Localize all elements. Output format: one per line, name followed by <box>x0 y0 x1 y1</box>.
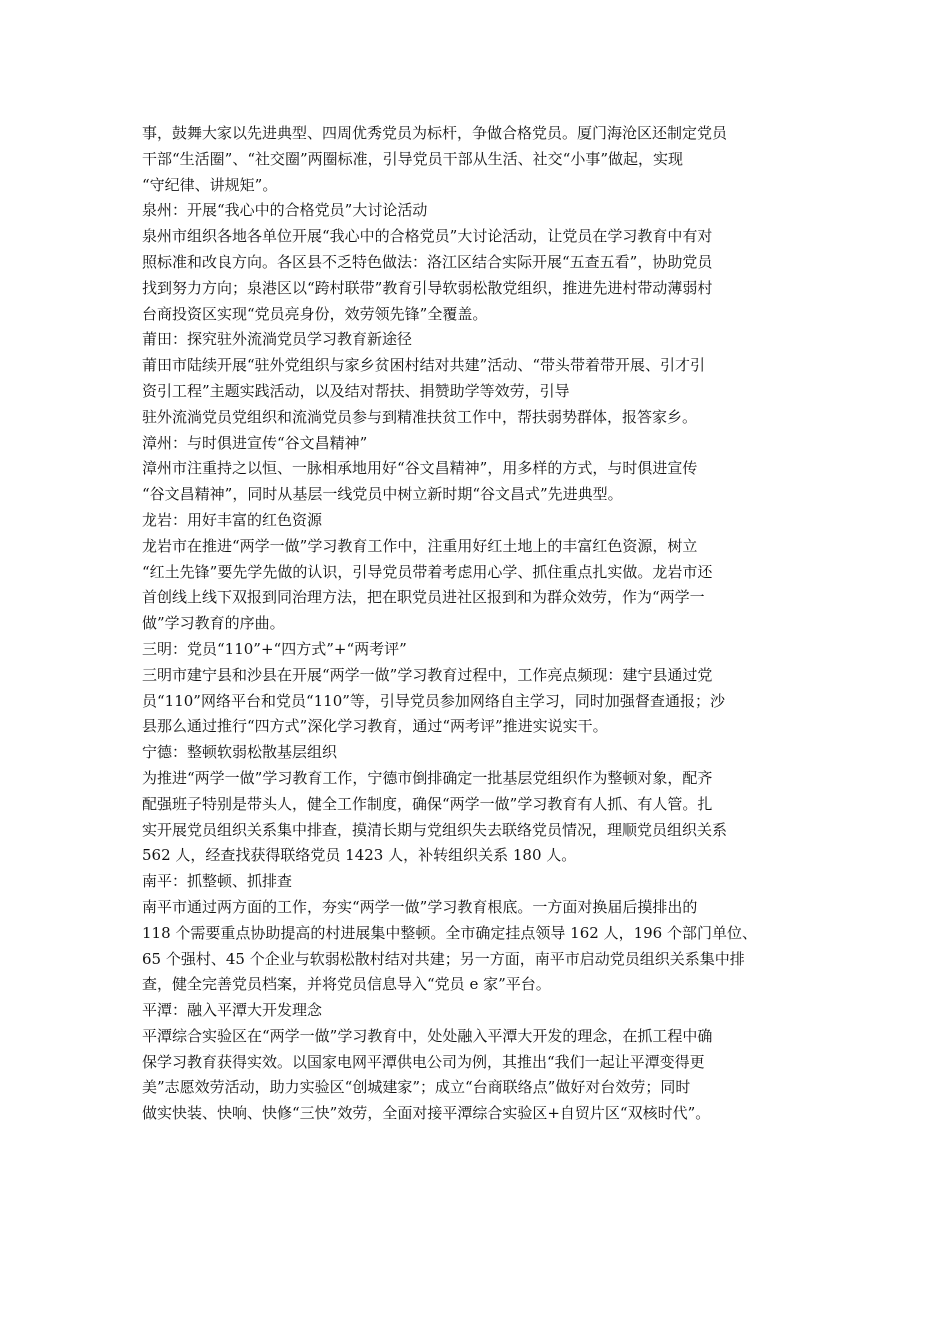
text-line: 配强班子特别是带头人，健全工作制度，确保“两学一做”学习教育有人抓、有人管。扎 <box>142 794 713 813</box>
text-line: 65 个强村、45 个企业与软弱松散村结对共建；另一方面，南平市启动党员组织关系集中排 <box>142 949 745 968</box>
section-heading: 龙岩：用好丰富的红色资源 <box>142 510 323 529</box>
text-line: 县那么通过推行“四方式”深化学习教育，通过“两考评”推进实说实干。 <box>142 717 608 736</box>
text-line: 做”学习教育的序曲。 <box>142 614 285 633</box>
text-line: 做实快装、快响、快修“三快”效劳，全面对接平潭综合实验区+自贸片区“双核时代”。 <box>142 1104 711 1123</box>
section-heading: 莆田：探究驻外流淌党员学习教育新途径 <box>142 330 413 349</box>
text-line: 驻外流淌党员党组织和流淌党员参与到精准扶贫工作中，帮扶弱势群体，报答家乡。 <box>142 407 698 426</box>
text-line: 为推进“两学一做”学习教育工作，宁德市倒排确定一批基层党组织作为整顿对象，配齐 <box>142 768 713 787</box>
section-heading: 漳州：与时俱进宣传“谷文昌精神” <box>142 433 368 452</box>
section-heading: 宁德：整顿软弱松散基层组织 <box>142 743 338 762</box>
text-line: 保学习教育获得实效。以国家电网平潭供电公司为例，其推出“我们一起让平潭变得更 <box>142 1052 705 1071</box>
section-heading: 三明：党员“110”+“四方式”+“两考评” <box>142 639 407 658</box>
section-heading: 平潭：融入平潭大开发理念 <box>142 1001 323 1020</box>
text-line: 干部“生活圈”、“社交圈”两圈标准，引导党员干部从生活、社交“小事”做起，实现 <box>142 149 684 168</box>
text-line: 118 个需要重点协助提高的村进展集中整顿。全市确定挂点领导 162 人，196 个部门单位、 <box>142 923 757 942</box>
text-line: 资引工程”主题实践活动，以及结对帮扶、捐赞助学等效劳，引导 <box>142 381 570 400</box>
text-line: 南平市通过两方面的工作，夯实“两学一做”学习教育根底。一方面对换届后摸排出的 <box>142 897 698 916</box>
text-line: 三明市建宁县和沙县在开展“两学一做”学习教育过程中，工作亮点频现：建宁县通过党 <box>142 665 713 684</box>
text-line: 首创线上线下双报到同治理方法，把在职党员进社区报到和为群众效劳，作为“两学一 <box>142 588 705 607</box>
text-line: 562 人，经查找获得联络党员 1423 人，补转组织关系 180 人。 <box>142 846 577 865</box>
text-line: 龙岩市在推进“两学一做”学习教育工作中，注重用好红土地上的丰富红色资源，树立 <box>142 536 698 555</box>
text-line: 台商投资区实现“党员亮身份，效劳领先锋”全覆盖。 <box>142 304 488 323</box>
text-line: “守纪律、讲规矩”。 <box>142 175 278 194</box>
text-line: “红土先锋”要先学先做的认识，引导党员带着考虑用心学、抓住重点扎实做。龙岩市还 <box>142 562 713 581</box>
text-line: 事，鼓舞大家以先进典型、四周优秀党员为标杆，争做合格党员。厦门海沧区还制定党员 <box>142 124 728 142</box>
text-line: 实开展党员组织关系集中排查，摸清长期与党组织失去联络党员情况，理顺党员组织关系 <box>142 820 728 839</box>
document-body <box>142 121 822 1127</box>
text-line: 漳州市注重持之以恒、一脉相承地用好“谷文昌精神”，用多样的方式，与时俱进宣传 <box>142 459 698 478</box>
text-line: 平潭综合实验区在“两学一做”学习教育中，处处融入平潭大开发的理念，在抓工程中确 <box>142 1026 713 1045</box>
text-line: 莆田市陆续开展“驻外党组织与家乡贫困村结对共建”活动、“带头带着带开展、引才引 <box>142 356 706 375</box>
text-line: 员“110”网络平台和党员“110”等，引导党员参加网络自主学习，同时加强督查通报；沙 <box>142 691 725 710</box>
section-heading: 泉州：开展“我心中的合格党员”大讨论活动 <box>142 201 428 220</box>
text-line: “谷文昌精神”，同时从基层一线党员中树立新时期“谷文昌式”先进典型。 <box>142 485 623 504</box>
text-line: 找到努力方向；泉港区以“跨村联带”教育引导软弱松散党组织，推进先进村带动薄弱村 <box>142 278 713 297</box>
text-line: 泉州市组织各地各单位开展“我心中的合格党员”大讨论活动，让党员在学习教育中有对 <box>142 227 713 246</box>
section-heading: 南平：抓整顿、抓排查 <box>142 872 293 891</box>
text-line: 查，健全完善党员档案，并将党员信息导入“党员 e 家”平台。 <box>142 975 551 994</box>
text-line: 照标准和改良方向。各区县不乏特色做法：洛江区结合实际开展“五查五看”，协助党员 <box>142 252 713 271</box>
text-line: 美”志愿效劳活动，助力实验区“创城建家”；成立“台商联络点”做好对台效劳；同时 <box>142 1078 691 1097</box>
